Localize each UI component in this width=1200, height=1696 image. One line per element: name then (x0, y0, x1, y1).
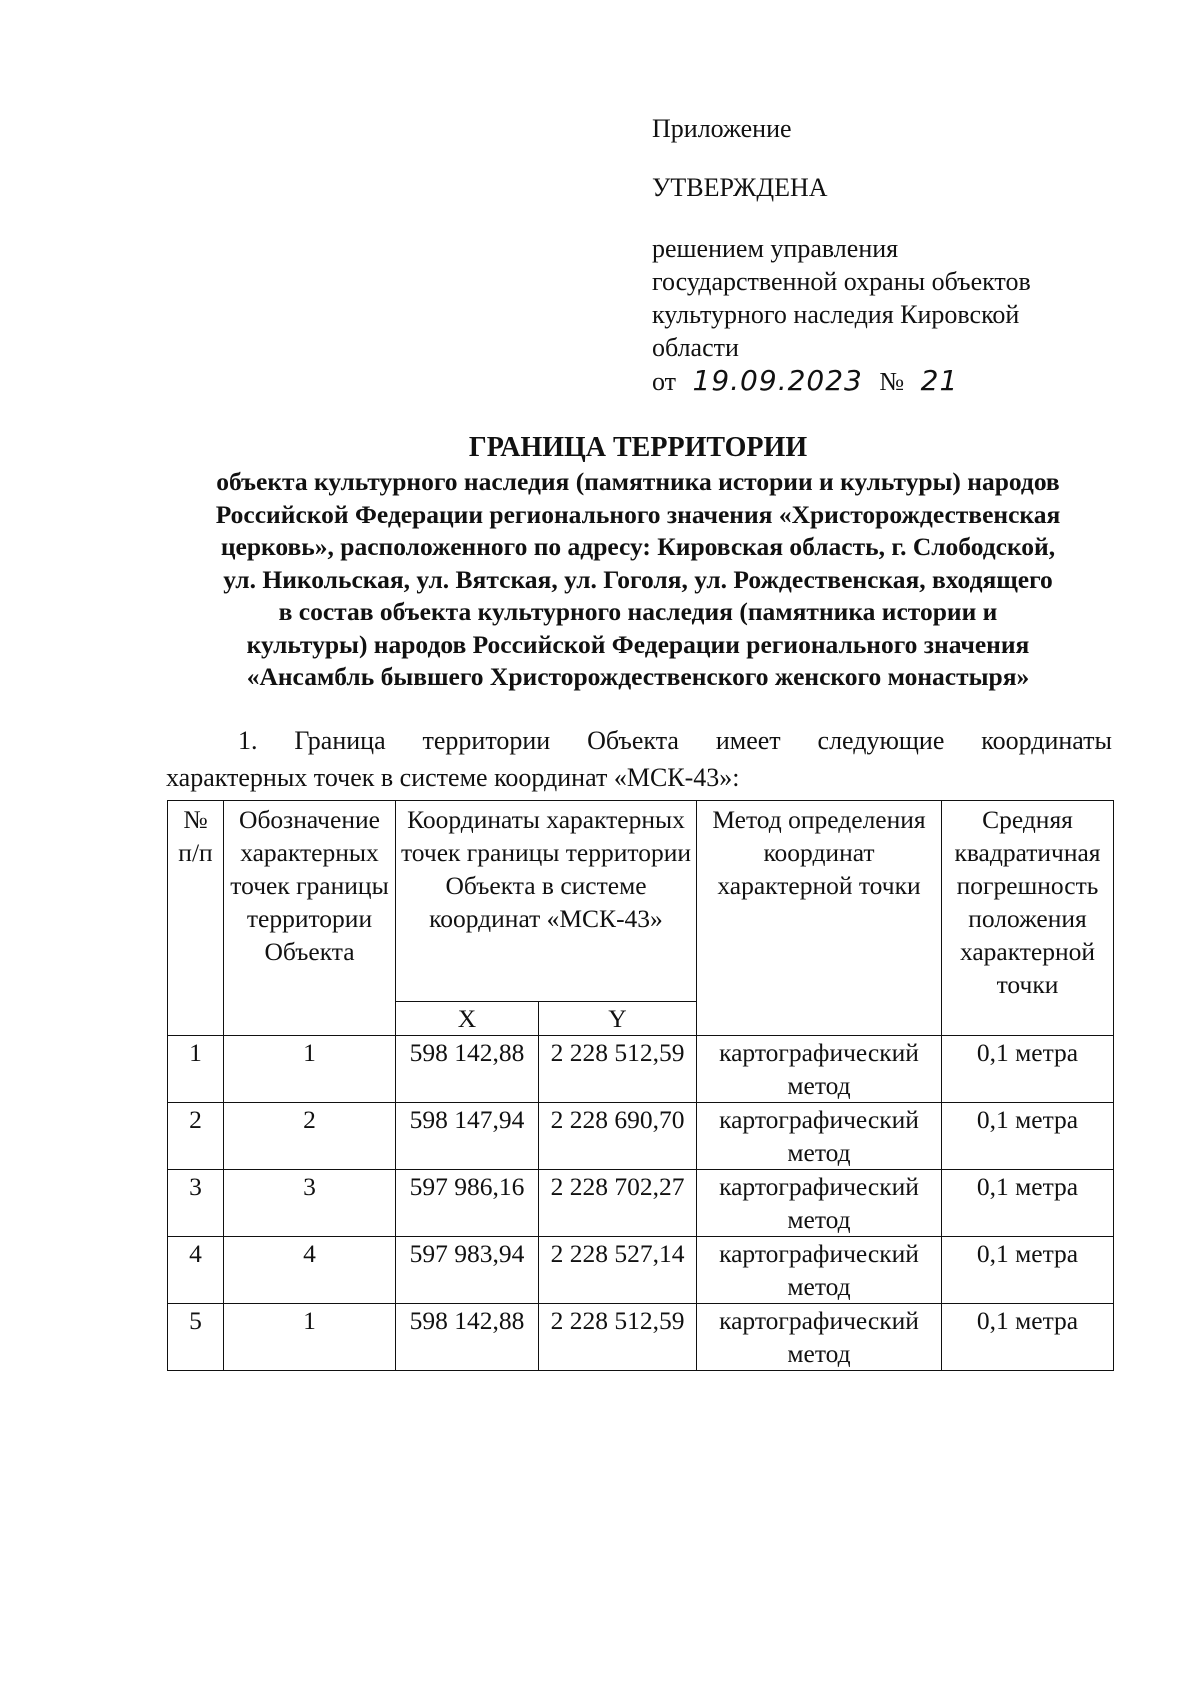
cell-method: картографический метод (697, 1304, 942, 1371)
cell-y: 2 228 690,70 (539, 1103, 697, 1170)
cell-num: 2 (168, 1103, 224, 1170)
approval-block (652, 112, 1122, 398)
cell-x: 598 142,88 (396, 1036, 539, 1103)
cell-point: 1 (224, 1304, 396, 1371)
cell-x: 598 142,88 (396, 1304, 539, 1371)
header-error: Средняя квадратичная погрешность положения характерной точки (942, 801, 1114, 1036)
table-row (168, 1304, 1114, 1371)
header-num: № п/п (168, 801, 224, 1036)
title-line: ул. Никольская, ул. Вятская, ул. Гоголя, ул. Рождественская, входящего (223, 564, 1053, 594)
cell-y: 2 228 527,14 (539, 1237, 697, 1304)
cell-error: 0,1 метра (942, 1304, 1114, 1371)
cell-x: 597 983,94 (396, 1237, 539, 1304)
cell-num: 1 (168, 1036, 224, 1103)
handwritten-number: 21 (920, 364, 959, 397)
handwritten-date: 19.09.2023 (692, 364, 863, 397)
cell-point: 1 (224, 1036, 396, 1103)
table-header (168, 801, 1114, 1036)
table-body (168, 1036, 1114, 1371)
table-row (168, 1170, 1114, 1237)
header-coords: Координаты характерных точек границы территории Объекта в системе координат «МСК-43» (396, 801, 697, 1002)
approval-line-2: государственной охраны объектов (652, 267, 1031, 296)
approved-label: УТВЕРЖДЕНА (652, 173, 828, 202)
paragraph-line-2: характерных точек в системе координат «МСК-43»: (166, 763, 740, 792)
document-title (150, 430, 1126, 694)
cell-point: 2 (224, 1103, 396, 1170)
approval-date-line (652, 364, 1122, 398)
header-designation: Обозначение характерных точек границы территории Объекта (224, 801, 396, 1036)
cell-point: 4 (224, 1237, 396, 1304)
header-x: X (396, 1002, 539, 1036)
appendix-label: Приложение (652, 114, 792, 143)
header-y: Y (539, 1002, 697, 1036)
cell-error: 0,1 метра (942, 1237, 1114, 1304)
title-main: ГРАНИЦА ТЕРРИТОРИИ (468, 432, 808, 463)
title-line: в состав объекта культурного наследия (памятника истории и (278, 597, 998, 626)
approval-line-3: культурного наследия Кировской (652, 300, 1020, 329)
title-line: церковь», расположенного по адресу: Кировская область, г. Слободской, (220, 532, 1056, 561)
cell-method: картографический метод (697, 1103, 942, 1170)
cell-method: картографический метод (697, 1237, 942, 1304)
table-row (168, 1036, 1114, 1103)
date-prefix: от (652, 367, 677, 396)
approval-line-1: решением управления (652, 234, 899, 263)
title-line: объекта культурного наследия (памятника истории и культуры) народов (216, 467, 1060, 496)
coordinates-table (167, 800, 1114, 1371)
paragraph-line-1: 1. Граница территории Объекта имеет следующие координаты (238, 726, 1112, 755)
cell-x: 597 986,16 (396, 1170, 539, 1237)
title-line: Российской Федерации регионального значения «Христорождественская (215, 499, 1061, 529)
cell-method: картографический метод (697, 1170, 942, 1237)
approval-line-4: области (652, 333, 739, 362)
cell-error: 0,1 метра (942, 1036, 1114, 1103)
cell-num: 5 (168, 1304, 224, 1371)
cell-x: 598 147,94 (396, 1103, 539, 1170)
cell-error: 0,1 метра (942, 1103, 1114, 1170)
cell-y: 2 228 702,27 (539, 1170, 697, 1237)
title-line: культуры) народов Российской Федерации регионального значения (246, 629, 1030, 659)
cell-point: 3 (224, 1170, 396, 1237)
cell-y: 2 228 512,59 (539, 1304, 697, 1371)
title-line: «Ансамбль бывшего Христорождественского женского монастыря» (246, 662, 1030, 691)
header-method: Метод определения координат характерной точки (697, 801, 942, 1036)
table-row (168, 1237, 1114, 1304)
cell-error: 0,1 метра (942, 1170, 1114, 1237)
paragraph-1 (166, 722, 1112, 796)
cell-num: 3 (168, 1170, 224, 1237)
cell-y: 2 228 512,59 (539, 1036, 697, 1103)
cell-num: 4 (168, 1237, 224, 1304)
number-sign: № (879, 367, 905, 396)
cell-method: картографический метод (697, 1036, 942, 1103)
table-row (168, 1103, 1114, 1170)
